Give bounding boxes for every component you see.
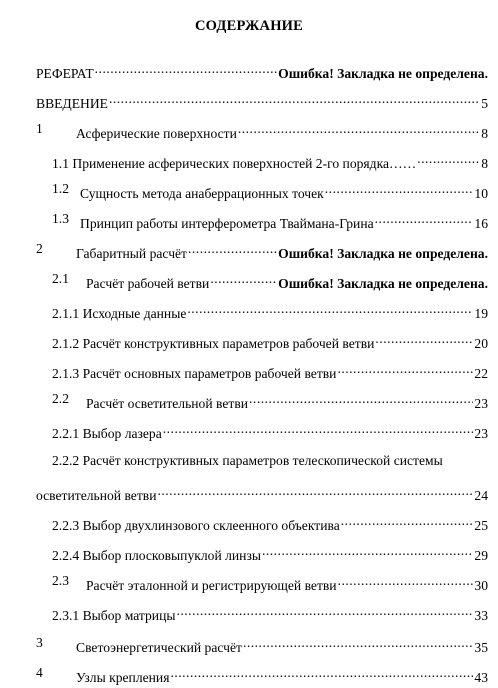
toc-entry-label: Асферические поверхности bbox=[76, 126, 237, 141]
toc-entry-section-2-2-1[interactable] bbox=[0, 420, 498, 441]
toc-entry-number: 2.3 bbox=[52, 573, 69, 588]
toc-entry-section-2[interactable] bbox=[0, 240, 498, 261]
dot-leader bbox=[262, 542, 473, 560]
dot-leader bbox=[325, 180, 474, 198]
toc-entry-introduction[interactable] bbox=[0, 90, 498, 111]
toc-entry-label: Расчёт осветительной ветви bbox=[86, 396, 249, 411]
toc-entry-label: Узлы крепления bbox=[76, 670, 170, 685]
toc-entry-label: 2.2.3 Выбор двухлинзового склеенного объектива bbox=[52, 518, 340, 533]
toc-entry-section-1[interactable] bbox=[0, 120, 498, 141]
dot-leader bbox=[95, 60, 277, 78]
toc-entry-section-2-2-2-continued[interactable] bbox=[0, 482, 498, 503]
toc-entry-page: 25 bbox=[474, 518, 488, 533]
toc-entry-label: Светоэнергетический расчёт bbox=[76, 640, 242, 655]
toc-entry-label: ВВЕДЕНИЕ bbox=[36, 96, 108, 111]
dot-leader bbox=[238, 120, 480, 138]
toc-entry-page: Ошибка! Закладка не определена. bbox=[278, 276, 488, 291]
toc-entry-abstract[interactable] bbox=[0, 60, 498, 81]
toc-entry-number: 4 bbox=[36, 665, 43, 680]
toc-entry-page: 43 bbox=[474, 670, 488, 685]
dot-leader bbox=[337, 360, 473, 378]
toc-entry-section-2-1-1[interactable] bbox=[0, 300, 498, 321]
toc-title: СОДЕРЖАНИЕ bbox=[194, 18, 304, 34]
toc-entry-page: 23 bbox=[474, 426, 488, 441]
toc-entry-label: 2.2.4 Выбор плосковыпуклой линзы bbox=[52, 548, 261, 563]
toc-entry-page: 35 bbox=[474, 640, 488, 655]
toc-entry-label: РЕФЕРАТ bbox=[36, 66, 94, 81]
toc-entry-label: осветительной ветви bbox=[36, 488, 157, 503]
toc-entry-number: 1.3 bbox=[52, 211, 69, 226]
toc-entry-page: 24 bbox=[474, 488, 488, 503]
toc-entry-label: Расчёт рабочей ветви bbox=[86, 276, 210, 291]
toc-entry-page: 16 bbox=[474, 216, 488, 231]
toc-entry-section-1-1[interactable] bbox=[0, 150, 498, 171]
toc-entry-label: 2.1.1 Исходные данные bbox=[52, 306, 187, 321]
toc-entry-label: 2.1.3 Расчёт основных параметров рабочей ветви bbox=[52, 366, 337, 381]
dot-leader bbox=[243, 634, 473, 652]
toc-entry-page: 23 bbox=[474, 396, 488, 411]
dot-leader bbox=[187, 300, 473, 318]
toc-entry-page: 8 bbox=[481, 156, 488, 171]
toc-entry-page: 20 bbox=[474, 336, 488, 351]
dot-leader bbox=[163, 420, 474, 438]
toc-entry-label: 2.2.2 Расчёт конструктивных параметров телескопической системы bbox=[52, 453, 443, 468]
dot-leader bbox=[417, 150, 480, 168]
toc-entry-section-1-2[interactable] bbox=[0, 180, 498, 201]
toc-entry-section-2-2-3[interactable] bbox=[0, 512, 498, 533]
toc-entry-section-2-2[interactable] bbox=[0, 390, 498, 411]
toc-entry-section-2-1-3[interactable] bbox=[0, 360, 498, 381]
toc-entry-page: Ошибка! Закладка не определена. bbox=[278, 66, 488, 81]
toc-entry-label: Принцип работы интерферометра Тваймана-Грина bbox=[80, 216, 374, 231]
toc-entry-section-2-3-1[interactable] bbox=[0, 602, 498, 623]
dot-leader bbox=[210, 270, 277, 288]
toc-entry-number: 1 bbox=[36, 121, 43, 136]
toc-entry-section-3[interactable] bbox=[0, 634, 498, 655]
dot-leader bbox=[176, 602, 473, 620]
toc-entry-page: 5 bbox=[481, 96, 488, 111]
toc-entry-number: 1.2 bbox=[52, 181, 69, 196]
toc-entry-section-2-1-2[interactable] bbox=[0, 330, 498, 351]
toc-entry-page: 10 bbox=[474, 186, 488, 201]
toc-entry-number: 2.1 bbox=[52, 271, 69, 286]
toc-entry-section-2-2-4[interactable] bbox=[0, 542, 498, 563]
toc-entry-section-2-2-2[interactable] bbox=[0, 452, 498, 470]
dot-leader bbox=[109, 90, 480, 108]
toc-entry-number: 2.2 bbox=[52, 391, 69, 406]
dot-leader bbox=[375, 210, 474, 228]
toc-entry-page: Ошибка! Закладка не определена. bbox=[278, 246, 488, 261]
toc-entry-section-1-3[interactable] bbox=[0, 210, 498, 231]
toc-entry-section-2-1[interactable] bbox=[0, 270, 498, 291]
dot-leader bbox=[341, 512, 474, 530]
toc-entry-label: 2.3.1 Выбор матрицы bbox=[52, 608, 176, 623]
dot-leader bbox=[157, 482, 473, 500]
toc-entry-page: 19 bbox=[474, 306, 488, 321]
dot-leader bbox=[249, 390, 473, 408]
toc-entry-label: Габаритный расчёт bbox=[76, 246, 187, 261]
dot-leader bbox=[188, 240, 277, 258]
toc-entry-label: Расчёт эталонной и регистрирующей ветви bbox=[86, 578, 337, 593]
toc-entry-section-2-3[interactable] bbox=[0, 572, 498, 593]
toc-entry-page: 30 bbox=[474, 578, 488, 593]
dot-leader bbox=[375, 330, 473, 348]
toc-entry-label: Сущность метода анаберрационных точек bbox=[80, 186, 324, 201]
toc-entry-number: 3 bbox=[36, 635, 43, 650]
toc-entry-page: 33 bbox=[474, 608, 488, 623]
toc-entry-number: 2 bbox=[36, 241, 43, 256]
toc-entry-label: 2.1.2 Расчёт конструктивных параметров рабочей ветви bbox=[52, 336, 375, 351]
toc-entry-section-4[interactable] bbox=[0, 664, 498, 685]
toc-entry-page: 8 bbox=[481, 126, 488, 141]
toc-entry-page: 29 bbox=[474, 548, 488, 563]
toc-entry-page: 22 bbox=[474, 366, 488, 381]
toc-entry-label: 2.2.1 Выбор лазера bbox=[52, 426, 162, 441]
toc-entry-label: 1.1 Применение асферических поверхностей 2-го порядка…… bbox=[52, 156, 417, 171]
dot-leader bbox=[338, 572, 474, 590]
dot-leader bbox=[170, 664, 473, 682]
